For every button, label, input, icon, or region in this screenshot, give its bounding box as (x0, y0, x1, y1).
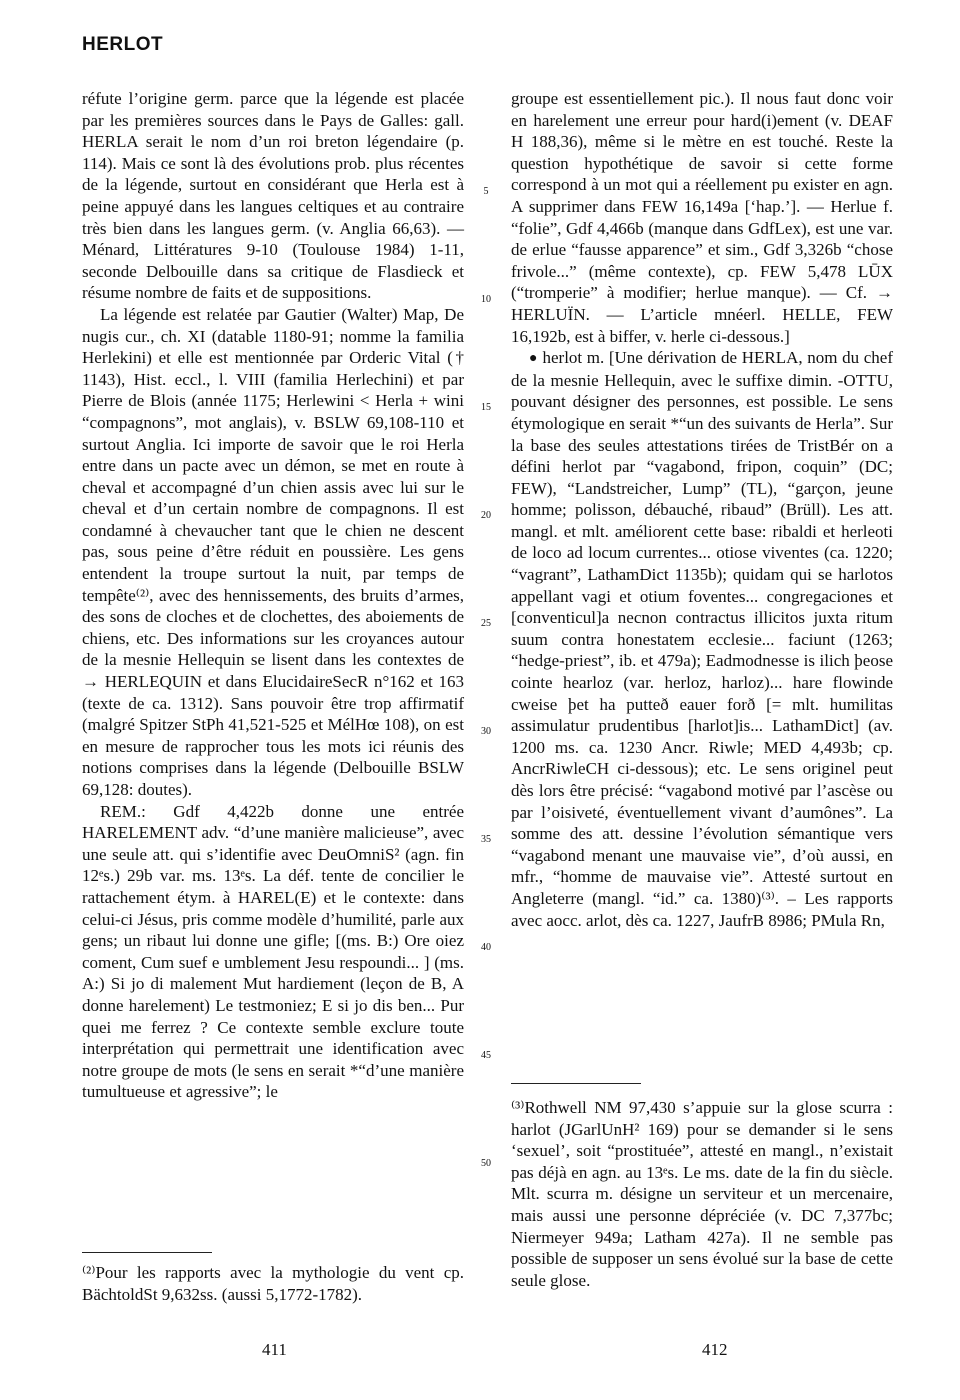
line-number: 5 (483, 186, 489, 197)
line-number: 45 (481, 1050, 491, 1061)
line-number: 50 (481, 1158, 491, 1169)
line-number: 10 (481, 294, 491, 305)
line-number: 35 (481, 834, 491, 845)
left-paragraph-1: réfute l’origine germ. parce que la légende est placée par les premières sources dans le Pays de Galles: gall. HERLA serait le nom d’un roi breton légendaire (p. 114). Mais ce sont là des évolutions prob. plus récentes de la légende, surtout en considérant que Herla est à peine appuyé dans les langues celtiques et au contraire très bien dans les langues germ. (v. Anglia 66,63). — Ménard, Littératures 9-10 (Toulouse 1984) 1-11, seconde Delbouille dans sa critique de Flasdieck et résume nombre de faits et de suppositions. (82, 89, 464, 303)
line-number: 30 (481, 726, 491, 737)
footnote-right: ⁽³⁾Rothwell NM 97,430 s’appuie sur la glose scurra : harlot (JGarlUnH² 169) pour se demander si le sens ‘sexuel’, soit “prostituée”, attesté en mangl., n’existait pas déjà en agn. au 13ᵉs. Le ms. date de la fin du siècle. Mlt. scurra m. désigne un serviteur et un mercenaire, mais aussi une personne dépréciée (v. DC 7,377bc; Niermeyer 949a; Latham 427a). Il ne semble pas possible de supposer un sens évolué sur la base de cette seule glose. (511, 1098, 893, 1290)
page-number-right: 412 (702, 1340, 728, 1359)
line-number: 15 (481, 402, 491, 413)
footnote-rule-right (511, 1083, 641, 1084)
left-paragraph-rem: REM.: Gdf 4,422b donne une entrée HARELEMENT adv. “d’une manière malicieuse”, avec une seule att. qui s’identifie avec DeuOmniS² (agn. fin 12ᵉs.) 29b var. ms. 13ᵉs. La déf. tente de concilier le rattachement étym. à HAREL(E) et le contexte: dans celui-ci Jésus, pris comme modèle d’humilité, parle aux gens; un ribaut lui donne une gifle; [(ms. B:) Ore oiez coment, Cum suef e umblement Jesu respoundi... ] (ms. A:) Si jo di malement Mut hardiement (leçon de B, A donne harelement) Le testmoniez; E si jo dis ben... Pur quei me ferrez ? Ce contexte semble exclure toute interprétation qui permettrait une identification avec notre groupe de mots (le sens en serait *“d’une manière tumultueuse et agressive”; le (82, 801, 464, 1102)
right-paragraph-1: groupe est essentiellement pic.). Il nous faut donc voir en harelement une erreur pour hard(i)ement (v. DEAF H 188,36), même si le mètre en est touché. Reste la question hypothétique de savoir si cette forme correspond à un mot qui a réellement pu exister en agn. A supprimer dans FEW 16,149a [‘hap.’]. — Herlue f. “folie”, Gdf 4,466b (manque dans GdfLex), est une var. de erlue “fausse apparence” et sim., Gdf 3,326b “chose frivole...” (même contexte), cp. FEW 5,478 LŪX (“tromperie” à modifier; herlue manque). — Cf. → HERLUÏN. — L’article mnéerl. HELLE, FEW 16,192b, est à biffer, v. herle ci-dessous.] (511, 89, 893, 346)
line-number: 25 (481, 618, 491, 629)
line-numbers (474, 88, 502, 1318)
page-number-left: 411 (262, 1340, 287, 1359)
entry-herlot-text: herlot m. [Une dérivation de HERLA, nom du chef de la mesnie Hellequin, avec le suffixe dimin. -OTTU, pouvant désigner des personnes, est possible. Le sens étymologique en serait *“un des suivants de Herla”. Sur la base des seules attestations tirées de TristBér on a défini herlot par “vagabond, fripon, coquin” (DC; FEW), “Landstreicher, Lump” (TL), “garçon, jeune homme; polisson, débauché, ribaud” (Brüll). Les att. mangl. et mlt. améliorent cette base: ribaldi et herleoti de loco ad locum currentes... otiose viventes (ca. 1220; “vagrant”, LathamDict 1135b); quidam qui se harlotos appellant vagi et otium foventes... congregaciones et [conventicul]a necnon contractus illicitos juxta ritum suum contra honestatem ecclesie... faciunt (1263; “hedge-priest”, ib. et 479a); Eadmodnesse is ilich þeose cointe hearloz (var. herloz, harloz)... hare flowinde cweise þet ha putteð eauer forð [= mlt. humilitas assimulatur prudentibus [harlot]is... LathamDict] (av. 1200 ms. ca. 1230 Ancr. Riwle; MED 4,493b; cp. AncrRiwleCH ci-dessous); etc. Le sens originel peut dès lors être précisé: “vagabond motivé par l’ascèse ou par l’oisiveté, éventuellement vivant d’aumônes”. La somme des att. dessine l’évolution sémantique vers “vagabond menant une mauvaise vie”, d’où aussi, en mfr., “homme de mauvaise vie”. Attesté surtout en Angleterre (mangl. “id.” ca. 1380)⁽³⁾. – Les rapports avec aocc. arlot, dès ca. 1227, JaufrB 8986; PMula Rn, (511, 348, 893, 930)
left-column (82, 88, 464, 1318)
footnote-rule-left (82, 1252, 212, 1253)
running-head: HERLOT (82, 34, 164, 55)
line-number: 20 (481, 510, 491, 521)
footnote-left: ⁽²⁾Pour les rapports avec la mythologie du vent cp. BächtoldSt 9,632ss. (aussi 5,1772-1782). (82, 1263, 464, 1304)
line-number: 40 (481, 942, 491, 953)
entry-herlot (511, 347, 893, 931)
filled-circle-icon: ● (529, 351, 538, 367)
left-paragraph-2: La légende est relatée par Gautier (Walter) Map, De nugis cur., ch. XI (datable 1180-91; nomme la familia Herlekini) et elle est mentionnée par Orderic Vital († 1143), Hist. eccl., l. VIII (familia Herlechini) et par Pierre de Blois (année 1175; Herlewini < Herla + wini “compagnons”, mot anglais), v. BSLW 69,108-110 et surtout Anglia. Ici importe de savoir que le roi Herla entre dans un pacte avec un démon, se met en route à cheval et accompagné d’un chien assis avec lui sur le cheval et d’un certain nombre de compagnons. Il est condamné à chevaucher tant que le chien ne descent pas, sous peine d’être réduit en poussière. Les gens entendent la troupe surtout la nuit, par temps de tempête⁽²⁾, avec des hennissements, des bruits d’armes, des sons de cloches et de clochettes, des aboiements de chiens, etc. Des informations sur les croyances autour de la mesnie Hellequin se lisent dans les contextes de → HERLEQUIN et dans ElucidaireSecR n°162 et 163 (texte de ca. 1312). Sans pouvoir être trop affirmatif (malgré Spitzer StPh 41,521-525 et MélHœ 108), on est en mesure de rapprocher tous les mots ici réunis des notions comprises dans la légende (Delbouille BSLW 69,128: doutes). (82, 304, 464, 799)
